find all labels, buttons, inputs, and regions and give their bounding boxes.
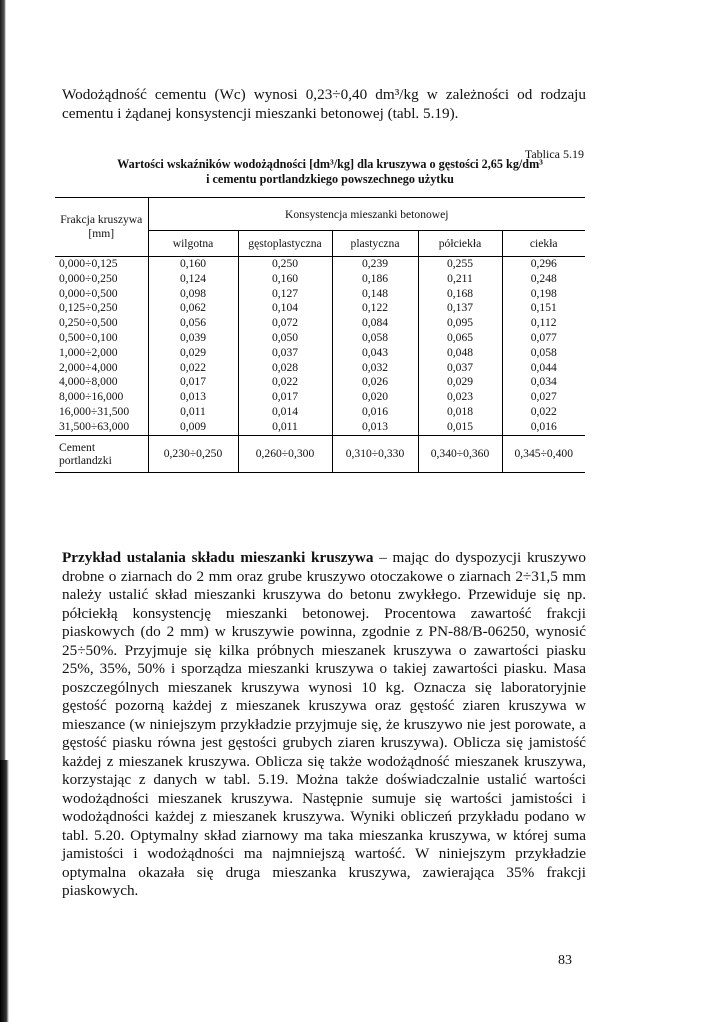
value-cell: 0,032 xyxy=(361,360,389,374)
value-cell: 0,022 xyxy=(179,360,207,374)
value-cell: 0,017 xyxy=(179,375,207,389)
fraction-column xyxy=(55,257,148,436)
value-column xyxy=(148,257,238,436)
value-cell: 0,022 xyxy=(530,404,557,418)
value-cell: 0,160 xyxy=(271,271,299,285)
value-cell: 0,104 xyxy=(271,301,299,315)
value-cell: 0,095 xyxy=(446,316,474,330)
value-column xyxy=(332,257,418,436)
value-cell: 0,065 xyxy=(446,330,474,344)
value-cell: 0,044 xyxy=(530,360,557,374)
value-cell: 0,029 xyxy=(446,375,474,389)
value-cell: 0,016 xyxy=(530,419,557,433)
fraction-label: 16,000÷31,500 xyxy=(59,404,130,418)
value-cell: 0,039 xyxy=(179,330,207,344)
value-cell: 0,056 xyxy=(179,316,207,330)
column-header: gęstoplastyczna xyxy=(238,231,332,257)
value-cell: 0,028 xyxy=(271,360,299,374)
value-cell: 0,072 xyxy=(271,316,299,330)
cement-value: 0,230÷0,250 xyxy=(148,435,238,472)
column-header: półciekła xyxy=(418,231,502,257)
value-cell: 0,255 xyxy=(446,257,474,270)
value-cell: 0,034 xyxy=(530,375,557,389)
value-column xyxy=(238,257,332,436)
value-cell: 0,186 xyxy=(361,271,389,285)
value-cell: 0,151 xyxy=(530,301,557,315)
fraction-label: 1,000÷2,000 xyxy=(59,345,118,359)
value-cell: 0,239 xyxy=(361,257,389,270)
value-cell: 0,148 xyxy=(361,286,389,300)
value-cell: 0,037 xyxy=(446,360,474,374)
value-cell: 0,124 xyxy=(179,271,207,285)
value-cell: 0,198 xyxy=(530,286,557,300)
value-cell: 0,013 xyxy=(361,419,389,433)
value-cell: 0,077 xyxy=(530,330,557,344)
fraction-label: 31,500÷63,000 xyxy=(59,419,130,433)
value-cell: 0,027 xyxy=(530,390,557,404)
table-caption-line1: Wartości wskaźników wodożądności [dm³/kg] dla kruszywa o gęstości 2,65 kg/dm³ xyxy=(117,157,543,171)
value-cell: 0,048 xyxy=(446,345,474,359)
value-cell: 0,098 xyxy=(179,286,207,300)
column-header: ciekła xyxy=(502,231,585,257)
page-number: 83 xyxy=(558,953,572,968)
cement-label: Cement portlandzki xyxy=(55,435,148,472)
fraction-label: 0,000÷0,500 xyxy=(59,286,118,300)
value-cell: 0,017 xyxy=(271,390,299,404)
fraction-label: 2,000÷4,000 xyxy=(59,360,118,374)
value-cell: 0,016 xyxy=(361,404,389,418)
value-cell: 0,022 xyxy=(271,375,299,389)
example-paragraph xyxy=(62,549,586,901)
fraction-label: 0,000÷0,250 xyxy=(59,271,118,285)
cement-value: 0,310÷0,330 xyxy=(332,435,418,472)
value-cell: 0,026 xyxy=(361,375,389,389)
column-header: plastyczna xyxy=(332,231,418,257)
value-cell: 0,011 xyxy=(180,404,206,418)
value-cell: 0,058 xyxy=(530,345,557,359)
value-cell: 0,037 xyxy=(271,345,299,359)
fraction-label: 0,125÷0,250 xyxy=(59,301,118,315)
water-demand-table xyxy=(55,197,585,473)
scan-edge-shadow-lower xyxy=(0,760,9,1022)
value-cell: 0,127 xyxy=(271,286,299,300)
value-cell: 0,009 xyxy=(179,419,207,433)
value-cell: 0,296 xyxy=(530,257,557,270)
value-cell: 0,029 xyxy=(179,345,207,359)
fraction-label: 0,000÷0,125 xyxy=(59,257,118,270)
fraction-label: 4,000÷8,000 xyxy=(59,375,118,389)
fraction-label: 0,250÷0,500 xyxy=(59,316,118,330)
cement-value: 0,260÷0,300 xyxy=(238,435,332,472)
value-cell: 0,248 xyxy=(530,271,557,285)
table-number: Tablica 5.19 xyxy=(524,147,584,161)
value-cell: 0,050 xyxy=(271,330,299,344)
value-cell: 0,020 xyxy=(361,390,389,404)
value-cell: 0,137 xyxy=(446,301,474,315)
table-caption-line2: i cementu portlandzkiego powszechnego użytku xyxy=(206,172,454,186)
fraction-label: 0,500÷0,100 xyxy=(59,330,118,344)
value-column xyxy=(418,257,502,436)
header-fraction: Frakcja kruszywa [mm] xyxy=(55,198,148,257)
value-cell: 0,160 xyxy=(179,257,207,270)
value-column xyxy=(502,257,585,436)
header-consistency: Konsystencja mieszanki betonowej xyxy=(284,207,449,221)
cement-value: 0,340÷0,360 xyxy=(418,435,502,472)
value-cell: 0,211 xyxy=(447,271,473,285)
value-cell: 0,062 xyxy=(179,301,207,315)
value-cell: 0,112 xyxy=(530,316,557,330)
value-cell: 0,043 xyxy=(361,345,389,359)
value-cell: 0,084 xyxy=(361,316,389,330)
value-cell: 0,250 xyxy=(271,257,299,270)
value-cell: 0,014 xyxy=(271,404,299,418)
value-cell: 0,058 xyxy=(361,330,389,344)
column-header: wilgotna xyxy=(148,231,238,257)
value-cell: 0,023 xyxy=(446,390,474,404)
table-caption xyxy=(70,157,590,187)
value-cell: 0,013 xyxy=(179,390,207,404)
value-cell: 0,168 xyxy=(446,286,474,300)
intro-paragraph: Wodożądność cementu (Wc) wynosi 0,23÷0,40 dm³/kg w zależności od rodzaju cementu i żądanej konsystencji mieszanki betonowej (tabl. 5.19). xyxy=(62,86,586,122)
example-body: – mając do dyspozycji kruszywo drobne o ziarnach do 2 mm oraz grube kruszywo otoczakowe o ziarnach 2÷31,5 mm należy ustalić skład mieszanki kruszywa do betonu zwykłego. Przewiduje się np. półciekłą konsystencję mieszanki betonowej. Procentowa zawartość frakcji piaskowych (do 2 mm) w kruszywie powinna, zgodnie z PN-88/B-06250, wynosić 25÷50%. Przyjmuje się kilka próbnych mieszanek kruszywa o zawartości piasku 25%, 35%, 50% i sporządza mieszanki kruszywa o takiej zawartości piasku. Masa poszczególnych mieszanek kruszywa wynosi 10 kg. Oznacza się laboratoryjnie gęstość pozorną każdej z mieszanek kruszywa oraz gęstość ziaren kruszywa w mieszance (w niniejszym przykładzie przyjmuje się, że kruszywo nie jest porowate, a gęstość piasku równa jest gęstości grubych ziaren kruszywa). Oblicza się jamistość każdej z mieszanek kruszywa. Oblicza się także wodożądność mieszanek kruszywa, korzystając z danych w tabl. 5.19. Można także doświadczalnie ustalić wartości wodożądności mieszanek kruszywa. Następnie sumuje się wartości jamistości i wodożądności każdej z mieszanek kruszywa. Wyniki obliczeń przykładu podano w tabl. 5.20. Optymalny skład ziarnowy ma taka mieszanka kruszywa, w której suma jamistości i wodożądności ma najmniejszą wartość. W niniejszym przykładzie optymalna okazała się druga mieszanka kruszywa, zawierająca 35% frakcji piaskowych. xyxy=(62,549,586,899)
value-cell: 0,011 xyxy=(272,419,298,433)
value-cell: 0,122 xyxy=(361,301,389,315)
example-heading: Przykład ustalania składu mieszanki kruszywa xyxy=(62,549,374,566)
value-cell: 0,015 xyxy=(446,419,474,433)
cement-value: 0,345÷0,400 xyxy=(502,435,585,472)
fraction-label: 8,000÷16,000 xyxy=(59,390,124,404)
value-cell: 0,018 xyxy=(446,404,474,418)
